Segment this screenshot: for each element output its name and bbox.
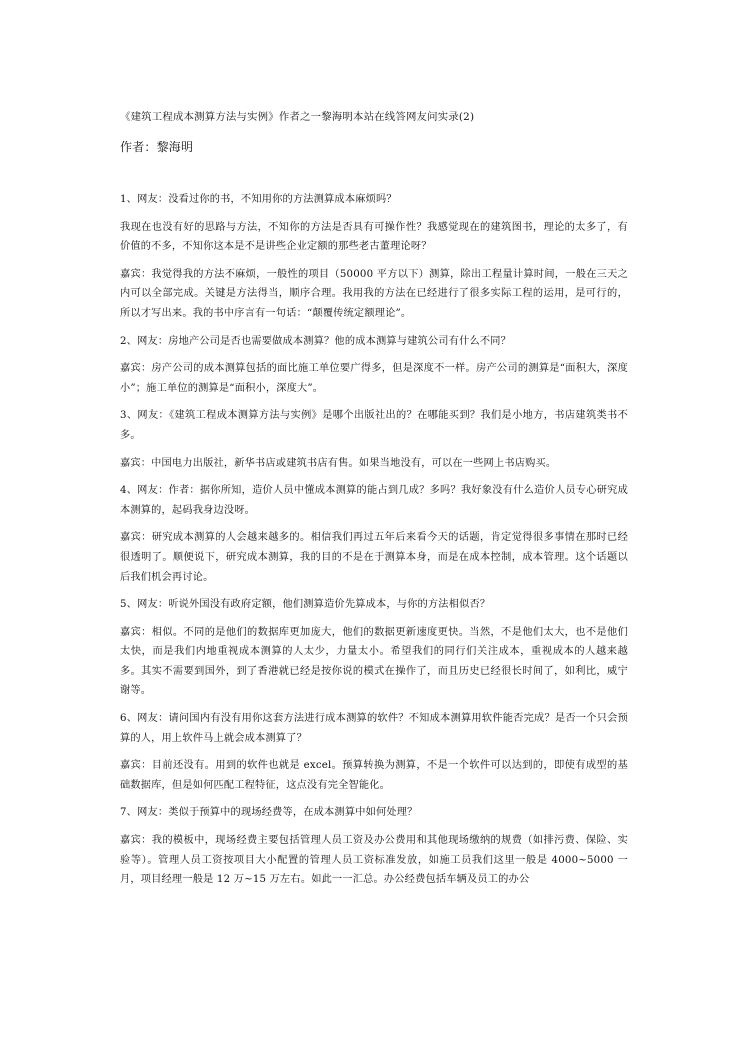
paragraph: 嘉宾：中国电力出版社，新华书店或建筑书店有售。如果当地没有，可以在一些网上书店购买。 — [120, 457, 557, 469]
paragraph: 我现在也没有好的思路与方法，不知你的方法是否具有可操作性？我感觉现在的建筑图书，理论的太多了，有价值的不多，不知你这本是不是讲些企业定额的那些老古董理论呀？ — [120, 221, 628, 253]
document-author: 作者：黎海明 — [120, 140, 194, 154]
paragraph: 7、网友：类似于预算中的现场经费等，在成本测算中如何处理？ — [120, 807, 418, 819]
paragraph: 1、网友：没看过你的书，不知用你的方法测算成本麻烦吗？ — [120, 194, 397, 205]
paragraph: 3、网友：《建筑工程成本测算方法与实例》是哪个出版社出的？在哪能买到？我们是小地方，书店建筑类书不多。 — [120, 410, 628, 441]
document-title: 《建筑工程成本测算方法与实例》作者之一黎海明本站在线答网友问实录(2) — [120, 111, 475, 123]
paragraph: 4、网友：作者：据你所知，造价人员中懂成本测算的能占到几成？多吗？我好象没有什么造价人员专心研究成本测算的，起码我身边没呀。 — [120, 485, 628, 516]
paragraph: 嘉宾：相似。不同的是他们的数据库更加庞大，他们的数据更新速度更快。当然，不是他们太大，也不是他们太快，而是我们内地重视成本测算的人太少，力量太小。希望我们的同行们关注成本，重视成本的人越来越多。其实不需要到国外，到了香港就已经是按你说的模式在操作了，而且历史已经很长时间了，如利比，威宁谢等。 — [120, 626, 628, 697]
paragraph: 2、网友：房地产公司是否也需要做成本测算？他的成本测算与建筑公司有什么不同？ — [120, 335, 512, 347]
document-page — [120, 108, 628, 898]
document-body — [120, 190, 628, 890]
paragraph: 5、网友：听说外国没有政府定额，他们测算造价先算成本，与你的方法相似否？ — [120, 599, 491, 611]
paragraph: 嘉宾：房产公司的成本测算包括的面比施工单位要广得多，但是深度不一样。房产公司的测算是“面积大，深度小”；施工单位的测算是“面积小，深度大”。 — [120, 363, 628, 394]
paragraph: 6、网友：请问国内有没有用你这套方法进行成本测算的软件？不知成本测算用软件能否完成？是否一个只会预算的人，用上软件马上就会成本测算了？ — [120, 713, 628, 744]
paragraph: 嘉宾：我觉得我的方法不麻烦，一般性的项目（50000 平方以下）测算，除出工程量计算时间，一般在三天之内可以全部完成。关键是方法得当，顺序合理。我用我的方法在已经进行了很多实际工程的运用，是可行的，所以才写出来。我的书中序言有一句话：“颠覆传统定额理论”。 — [120, 268, 628, 319]
paragraph: 嘉宾：研究成本测算的人会越来越多的。相信我们再过五年后来看今天的话题，肯定觉得很多事情在那时已经很透明了。顺便说下，研究成本测算，我的目的不是在于测算本身，而是在成本控制，成本管理。这个话题以后我们机会再讨论。 — [120, 532, 628, 583]
paragraph: 嘉宾：我的模板中，现场经费主要包括管理人员工资及办公费用和其他现场缴纳的规费（如排污费、保险、实验等）。管理人员工资按项目大小配置的管理人员工资标准发放，如施工员我们这里一般是 4000~5000 一月，项目经理一般是 12 万~15 万左右。如此一一汇总。办公经费包括车辆及员工的办公 — [120, 835, 628, 886]
paragraph: 嘉宾：目前还没有。用到的软件也就是 excel。预算转换为测算，不是一个软件可以达到的，即使有成型的基础数据库，但是如何匹配工程特征，这点没有完全智能化。 — [120, 760, 628, 791]
